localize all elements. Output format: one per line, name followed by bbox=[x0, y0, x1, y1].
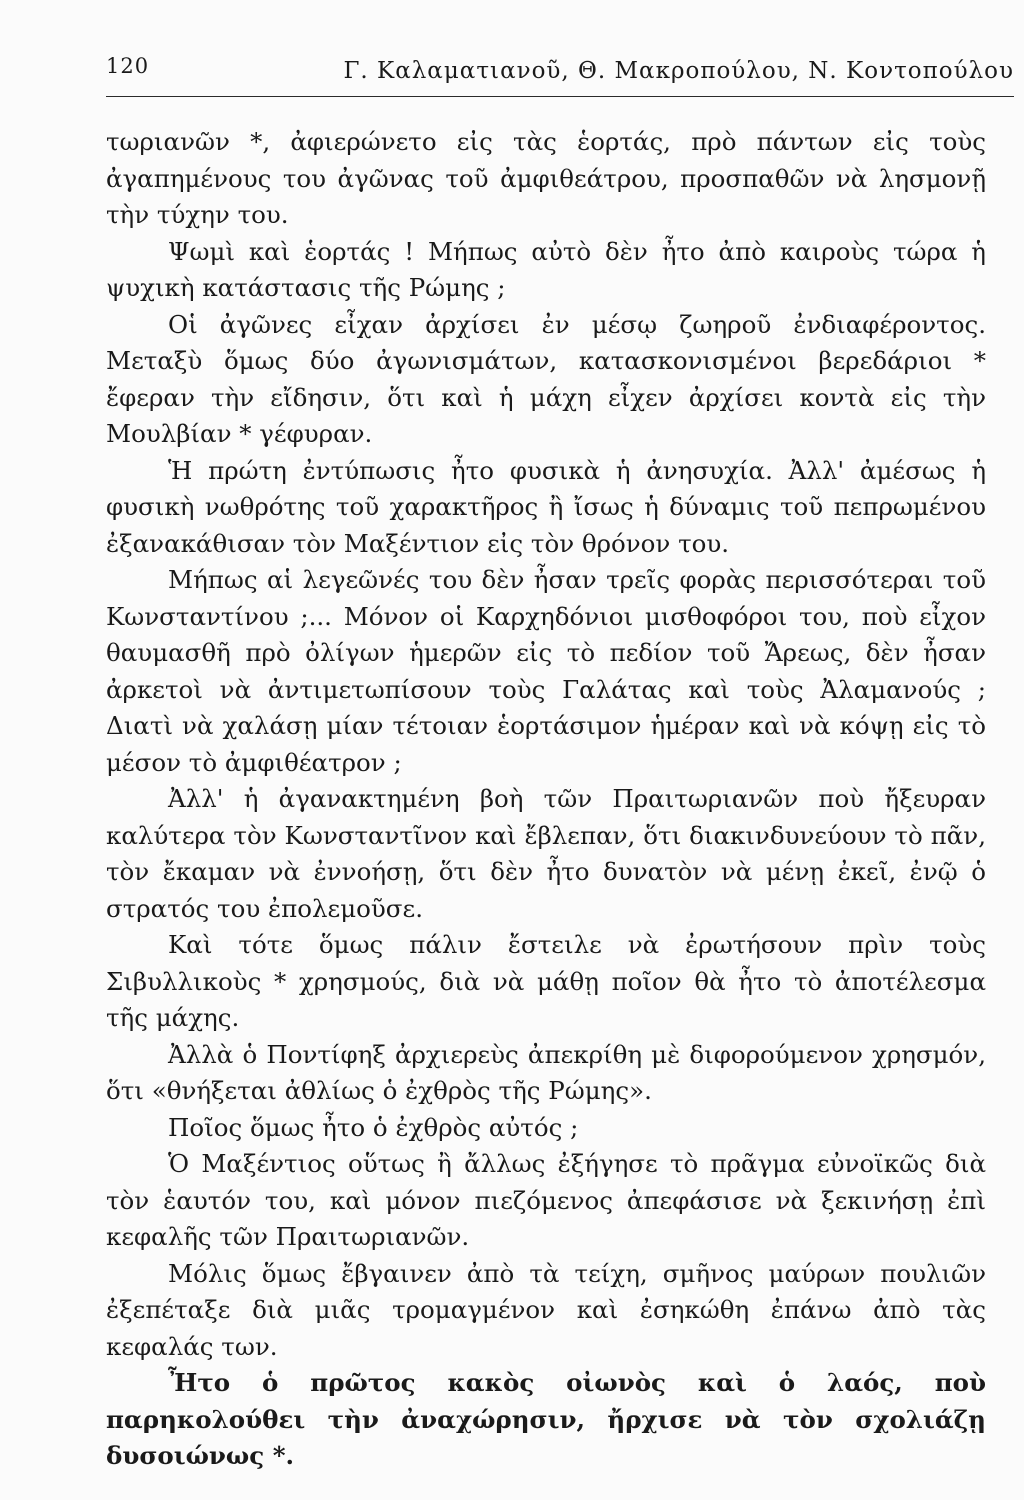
page-header bbox=[106, 50, 1014, 94]
paragraph-9: Ποῖος ὅμως ἦτο ὁ ἐχθρὸς αὐτός ; bbox=[168, 1112, 579, 1142]
header-rule bbox=[106, 96, 1014, 97]
paragraph-3: Οἱ ἀγῶνες εἶχαν ἀρχίσει ἐν μέσῳ ζωηροῦ ἐνδιαφέροντος. Μεταξὺ ὅμως δύο ἀγωνισμάτων, κατασκονισμένοι βερεδάριοι * ἔφεραν τὴν εἴδησιν, ὅτι καὶ ἡ μάχη εἶχεν ἀρχίσει κοντὰ εἰς τὴν Μουλβίαν * γέφυραν. bbox=[106, 309, 986, 448]
paragraph-12: Ἦτο ὁ πρῶτος κακὸς οἰωνὸς καὶ ὁ λαός, ποὺ παρηκολούθει τὴν ἀναχώρησιν, ἤρχισε νὰ τὸν σχολιάζῃ δυσοιώνως *. bbox=[106, 1368, 986, 1470]
paragraph-10: Ὁ Μαξέντιος οὕτως ἢ ἄλλως ἐξήγησε τὸ πρᾶγμα εὐνοϊκῶς διὰ τὸν ἑαυτόν του, καὶ μόνον πιεζόμενος ἀπεφάσισε νὰ ξεκινήσῃ ἐπὶ κεφαλῆς τῶν Πραιτωριανῶν. bbox=[106, 1149, 986, 1251]
paragraph-11: Μόλις ὅμως ἔβγαινεν ἀπὸ τὰ τείχη, σμῆνος μαύρων πουλιῶν ἐξεπέταξε διὰ μιᾶς τρομαγμένον καὶ ἐσηκώθη ἐπάνω ἀπὸ τὰς κεφαλάς των. bbox=[106, 1258, 986, 1361]
paragraph-8: Ἀλλὰ ὁ Ποντίφηξ ἀρχιερεὺς ἀπεκρίθη μὲ διφορούμενον χρησμόν, ὅτι «θνήξεται ἀθλίως ὁ ἐχθρὸς τῆς Ρώμης». bbox=[106, 1039, 986, 1105]
paragraph-2: Ψωμὶ καὶ ἑορτάς ! Μήπως αὐτὸ δὲν ἦτο ἀπὸ καιροὺς τώρα ἡ ψυχικὴ κατάστασις τῆς Ρώμης ; bbox=[106, 236, 986, 302]
paragraph-6: Ἀλλ' ἡ ἀγανακτημένη βοὴ τῶν Πραιτωριανῶν ποὺ ἤξευραν καλύτερα τὸν Κωνσταντῖνον καὶ ἔβλεπαν, ὅτι διακινδυνεύουν τὸ πᾶν, τὸν ἔκαμαν νὰ ἐννοήσῃ, ὅτι δὲν ἦτο δυνατὸν νὰ μένῃ ἐκεῖ, ἐνῷ ὁ στρατός του ἐπολεμοῦσε. bbox=[106, 784, 986, 923]
running-head: Γ. Καλαματιανοῦ, Θ. Μακροπούλου, Ν. Κοντοπούλου bbox=[343, 58, 1014, 84]
paragraph-1: τωριανῶν *, ἀφιερώνετο εἰς τὰς ἑορτάς, πρὸ πάντων εἰς τοὺς ἀγαπημένους του ἀγῶνας τοῦ ἀμφιθεάτρου, προσπαθῶν νὰ λησμονῇ τὴν τύχην του. bbox=[106, 127, 986, 229]
page-number: 120 bbox=[106, 54, 150, 78]
paragraph-7: Καὶ τότε ὅμως πάλιν ἔστειλε νὰ ἐρωτήσουν πρὶν τοὺς Σιβυλλικοὺς * χρησμούς, διὰ νὰ μάθῃ ποῖον θὰ ἦτο τὸ ἀποτέλεσμα τῆς μάχης. bbox=[106, 930, 986, 1032]
body-text bbox=[106, 124, 986, 1475]
paragraph-4: Ἡ πρώτη ἐντύπωσις ἦτο φυσικὰ ἡ ἀνησυχία. Ἀλλ' ἀμέσως ἡ φυσικὴ νωθρότης τοῦ χαρακτῆρος ἢ ἴσως ἡ δύναμις τοῦ πεπρωμένου ἐξανακάθισαν τὸν Μαξέντιον εἰς τὸν θρόνον του. bbox=[106, 455, 986, 558]
paragraph-5: Μήπως αἱ λεγεῶνές του δὲν ἦσαν τρεῖς φορὰς περισσότεραι τοῦ Κωνσταντίνου ;... Μόνον οἱ Καρχηδόνιοι μισθοφόροι του, ποὺ εἶχον θαυμασθῆ πρὸ ὀλίγων ἡμερῶν εἰς τὸ πεδίον τοῦ Ἄρεως, δὲν ἦσαν ἀρκετοὶ νὰ ἀντιμετωπίσουν τοὺς Γαλάτας καὶ τοὺς Ἀλαμανούς ; Διατὶ νὰ χαλάσῃ μίαν τέτοιαν ἑορτάσιμον ἡμέραν καὶ νὰ κόψῃ εἰς τὸ μέσον τὸ ἀμφιθέατρον ; bbox=[106, 565, 986, 777]
